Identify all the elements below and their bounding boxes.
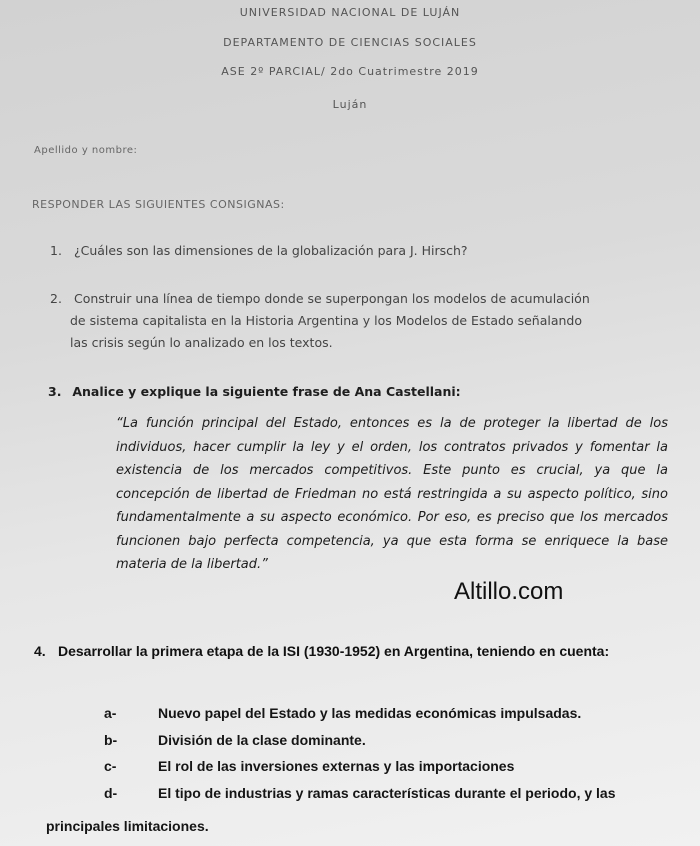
instructions: RESPONDER LAS SIGUIENTES CONSIGNAS: bbox=[32, 198, 285, 211]
sub-item-d-continuation: principales limitaciones. bbox=[46, 818, 209, 834]
question-text: Desarrollar la primera etapa de la ISI (1930-1952) en Argentina, teniendo en cuenta: bbox=[58, 643, 610, 659]
question-text-line: las crisis según lo analizado en los textos. bbox=[70, 335, 333, 350]
question-4 bbox=[34, 643, 609, 659]
question-text-line: Construir una línea de tiempo donde se superpongan los modelos de acumulación bbox=[73, 291, 590, 306]
item-text: División de la clase dominante. bbox=[158, 732, 366, 748]
watermark: Altillo.com bbox=[454, 578, 564, 605]
department-name: DEPARTAMENTO DE CIENCIAS SOCIALES bbox=[223, 36, 477, 49]
item-letter: b- bbox=[104, 732, 118, 748]
castellani-quote: “La función principal del Estado, entonces es la de proteger la libertad de los individuos, hacer cumplir la ley y el orden, los contratos privados y fomentar la existencia de los mercados competitivos. Este punto es crucial, ya que la concepción de libertad de Friedman no está restringida a su aspecto político, sino fundamentalmente a su aspecto económico. Por eso, es preciso que los mercados funcionen bajo perfecta competencia, ya que esta forma se enriquece la base materia de la libertad.” bbox=[116, 416, 668, 572]
name-label: Apellido y nombre: bbox=[34, 145, 138, 156]
question-text-line: de sistema capitalista en la Historia Argentina y los Modelos de Estado señalando bbox=[70, 313, 582, 328]
sub-item-a bbox=[104, 705, 581, 721]
question-number: 2. bbox=[50, 291, 62, 306]
sub-item-d bbox=[104, 785, 616, 801]
item-text: Nuevo papel del Estado y las medidas económicas impulsadas. bbox=[158, 705, 582, 721]
question-number: 1. bbox=[50, 243, 62, 258]
sub-item-b bbox=[104, 732, 366, 748]
question-1 bbox=[50, 240, 468, 262]
university-name: UNIVERSIDAD NACIONAL DE LUJÁN bbox=[239, 6, 461, 19]
question-3 bbox=[48, 381, 461, 403]
question-text: Analice y explique la siguiente frase de Ana Castellani: bbox=[72, 384, 461, 399]
item-text: El rol de las inversiones externas y las importaciones bbox=[158, 758, 515, 774]
item-letter: a- bbox=[104, 705, 117, 721]
question-2 bbox=[50, 288, 590, 354]
item-letter: c- bbox=[104, 758, 117, 774]
question-number: 3. bbox=[48, 384, 62, 399]
exam-title: ASE 2º PARCIAL/ 2do Cuatrimestre 2019 bbox=[221, 65, 479, 78]
item-text: El tipo de industrias y ramas características durante el periodo, y las bbox=[158, 785, 616, 801]
item-letter: d- bbox=[104, 785, 118, 801]
question-text: ¿Cuáles son las dimensiones de la globalización para J. Hirsch? bbox=[73, 243, 468, 258]
city: Luján bbox=[332, 98, 368, 111]
sub-item-c bbox=[104, 758, 514, 774]
question-number: 4. bbox=[34, 643, 46, 659]
